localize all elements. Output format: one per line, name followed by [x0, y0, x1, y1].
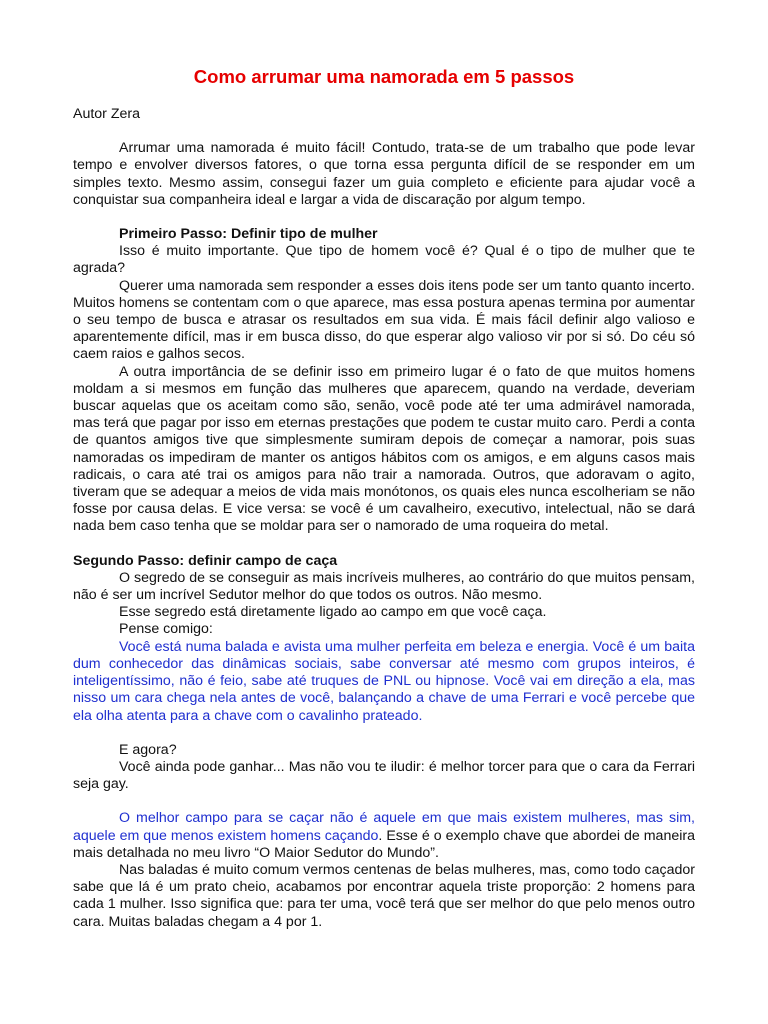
document-page: [73, 64, 695, 931]
step1-paragraph-3: A outra importância de se definir isso em primeiro lugar é o fato de que muitos homens moldam a si mesmos em função das mulheres que aparecem, quando na verdade, deveriam buscar aquelas que os aceitam como são, senão, você pode até ter uma admirável namorada, mas terá que pagar por isso em eternas prestações que podem te custar muito caro. Perdi a conta de quantos amigos tive que simplesmente sumiram depois de começar a namorar, pois suas namoradas os impediram de manter os antigos hábitos com os amigos, e em alguns casos mais radicais, o cara até trai os amigos para não trair a namorada. Outros, que adoravam o agito, tiveram que se adequar a meios de vida mais monótonos, os quais eles nunca escolheriam se não fosse por causa delas. E vice versa: se você é um cavalheiro, executivo, intelectual, não se dará nada bem caso tenha que se moldar para ser o namorado de uma roqueira do metal.: [73, 363, 695, 535]
highlighted-text: O melhor campo para se caçar não é aquele em que mais existem mulheres, mas sim, aquele em que menos existem homens caçando: [73, 810, 695, 844]
step1-heading: Primeiro Passo: Definir tipo de mulher: [119, 226, 378, 243]
step2-scenario-paragraph: Você está numa balada e avista uma mulher perfeita em beleza e energia. Você é um baita dum conhecedor das dinâmicas sociais, sabe conversar até mesmo com grupos inteiros, é inteligentíssimo, não é feio, sabe até truques de PNL ou hipnose. Você vai em direção a ela, mas nisso um cara chega nela antes de você, balançando a chave de uma Ferrari e você percebe que ela olha atenta para a chave com o cavalinho prateado.: [73, 638, 695, 724]
step2-paragraph-8: Nas baladas é muito comum vermos centenas de belas mulheres, mas, como todo caçador sabe que lá é um prato cheio, acabamos por encontrar aquela triste proporção: 2 homens para cada 1 mulher. Isso significa que: para ter uma, você terá que ser melhor do que pelo menos outro cara. Muitas baladas chegam a 4 por 1.: [73, 861, 695, 930]
step1-paragraph-2: Querer uma namorada sem responder a esses dois itens pode ser um tanto quanto incerto. Muitos homens se contentam com o que aparece, mas essa postura apenas termina por aumentar o seu tempo de busca e atrasar os resultados em sua vida. É mais fácil definir algo valioso e aparentemente difícil, mas ir em busca disso, do que esperar algo valioso vir por si só. Do céu só caem raios e galhos secos.: [73, 277, 695, 363]
step2-paragraph-2: Esse segredo está diretamente ligado ao campo em que você caça.: [119, 604, 547, 621]
step1-paragraph-1: Isso é muito importante. Que tipo de homem você é? Qual é o tipo de mulher que te agrada?: [73, 243, 695, 277]
step2-paragraph-7: [73, 810, 695, 862]
step2-paragraph-3: Pense comigo:: [119, 621, 213, 638]
paragraph-continuation: . Esse é o exemplo chave que abordei de maneira mais detalhada no meu livro “O Maior Sedutor do Mundo”.: [73, 827, 695, 861]
step2-paragraph-5: E agora?: [119, 741, 177, 758]
step2-paragraph-1: O segredo de se conseguir as mais incríveis mulheres, ao contrário do que muitos pensam, não é ser um incrível Sedutor melhor do que todos os outros. Não mesmo.: [73, 569, 695, 604]
intro-paragraph: Arrumar uma namorada é muito fácil! Contudo, trata-se de um trabalho que pode levar tempo e envolver diversos fatores, o que torna essa pergunta difícil de se responder em um simples texto. Mesmo assim, consegui fazer um guia completo e eficiente para ajudar você a conquistar sua companheira ideal e largar a vida de discaração por algum tempo.: [73, 140, 695, 208]
step2-heading: Segundo Passo: definir campo de caça: [73, 552, 338, 569]
step2-paragraph-6: Você ainda pode ganhar... Mas não vou te iludir: é melhor torcer para que o cara da Ferrari seja gay.: [73, 758, 695, 793]
author-line: Autor Zera: [73, 106, 141, 122]
page-title: Como arrumar uma namorada em 5 passos: [193, 66, 575, 87]
